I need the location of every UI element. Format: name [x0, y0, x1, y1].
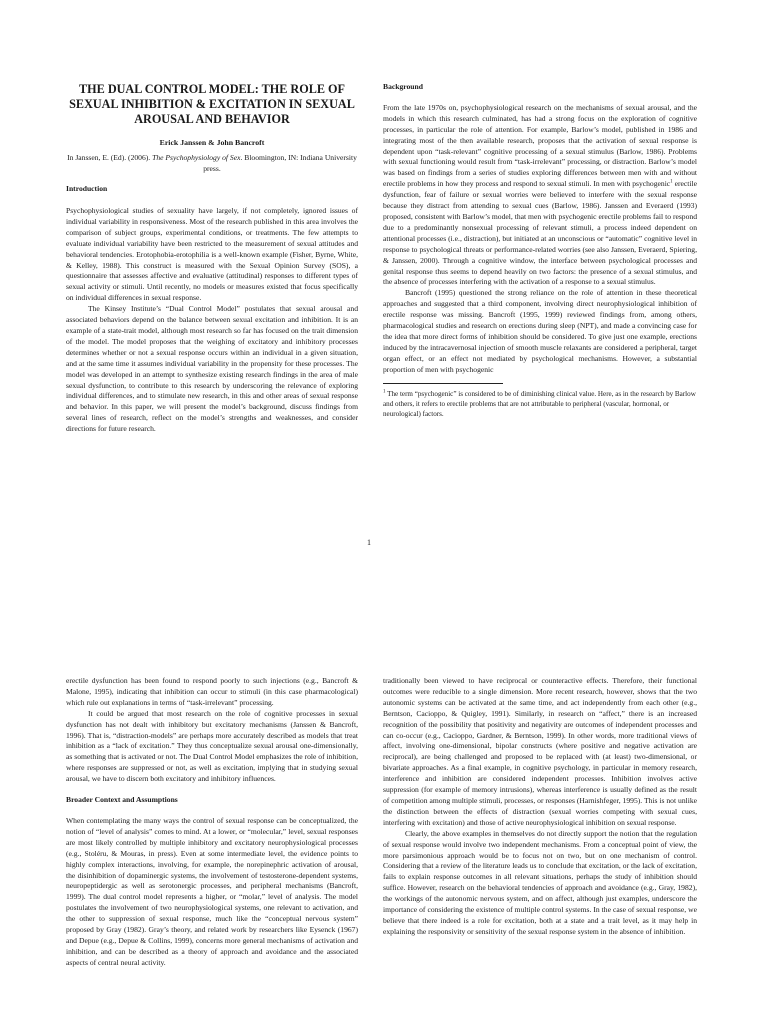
- section-heading-introduction: Introduction: [66, 184, 108, 194]
- page2-left-column: [66, 676, 358, 969]
- intro-paragraph-1: Psychophysiological studies of sexuality have largely, if not completely, ignored issues of individual variability in responsiveness. Most of the research published in this area involves the comparison of subject groups, experimental conditions, or treatments. The few attempts to evaluate individual variability have been restricted to the measurement of sexual attitudes and behavioral tendencies. Erotophobia-erotophilia is a well-known example (Fisher, Byrne, White, & Kelley, 1988). This construct is measured with the Sexual Opinion Survey (SOS), a questionnaire that assesses affective and evaluative (attitudinal) responses to different types of sexual activity or stimuli. Until recently, no models or measures existed that focus specifically on individual differences in sexual response.: [66, 206, 358, 303]
- page1-right-column: [383, 82, 697, 419]
- page-gap: [0, 560, 768, 656]
- paper-authors: Erick Janssen & John Bancroft: [159, 138, 265, 148]
- intro-paragraph-2: The Kinsey Institute’s “Dual Control Model” postulates that sexual arousal and associated behaviors depend on the balance between sexual excitation and inhibition. It is an example of a state-trait model, although most research so far has focused on the trait dimension of the model. The model proposes that the weighing of excitatory and inhibitory processes determines whether or not a sexual response occurs within an individual in a given situation, and at the same time it assumes individual variability in the propensity for these processes. The model was developed in an attempt to synthesize existing research findings in the area of male sexual dysfunction, to contribute to this research by underscoring the relevance of exploring individual differences, and to stimulate new research, in this and other areas of sexual response and behavior. In this paper, we will present the model’s background, discuss findings from several lines of research, reflect on the model’s strengths and weaknesses, and consider directions for future research.: [66, 304, 358, 434]
- body-paragraph-levels: When contemplating the many ways the control of sexual response can be conceptualized, the notion of “level of analysis” comes to mind. At a lower, or “molecular,” level, sexual responses are most likely controlled by multiple inhibitory and excitatory neurophysiological processes (e.g., Stoléru, & Mouras, in press). Even at some intermediate level, the evidence points to highly complex interactions, involving, for example, the norepinephric activation of arousal, the disinhibition of dopaminergic systems, the involvement of testosterone-dependent systems, neuropeptidergic as well as serotonergic processes, and peripheral mechanisms (Bancroft, 1999). The dual control model represents a higher, or “molar,” level of analysis. The model postulates the involvement of two neurophysiological systems, one relevant to activation, and the other to suppression of sexual response, much like the “conceptual nervous system” proposed by Gray (1982). Gray’s theory, and related work by researchers like Eysenck (1967) and Depue (e.g., Depue & Collins, 1999), concerns more general mechanisms of activation and inhibition, and can be described as a theory of approach and avoidance and the associated aspects of central neural activity.: [66, 815, 358, 967]
- body-paragraph-continued: erectile dysfunction has been found to respond poorly to such injections (e.g., Bancroft & Malone, 1995), indicating that inhibition can occur to stimuli (in this case pharmacological) which rule out explanations in terms of “task-irrelevant” processing.: [66, 676, 358, 707]
- page-2: [0, 656, 768, 1024]
- background-paragraph-1: From the late 1970s on, psychophysiological research on the mechanisms of sexual arousal, and the models in which this research culminated, has had a strong focus on the exploration of cognitive processes, in particular the role of attention. For example, Barlow’s model, published in 1986 and integrating most of the then available research, proposes that the activation of sexual response is dependent upon “task-relevant” cognitive processing of a sexual stimulus (Barlow, 1986). Problems with sexual functioning would result from “task-irrelevant” processing, or distraction. Barlow’s model was based on findings from a series of studies exploring differences between men with and without erectile problems in how they process and respond to sexual stimuli. In men with psychogenic$^1$ erectile dysfunction, fear of failure or sexual worries were believed to interfere with the sexual response because they distract from attending to sexual cues (Barlow, 1986). Janssen and Everaerd (1993) proposed, consistent with Barlow’s model, that men with psychogenic erectile problems fail to respond due to a predominantly nonsexual processing of relevant stimuli, a process indeed dependent on attentional processes (i.e., distraction), but initiated at an unconscious or “automatic” cognitive level in response to psychological threats or performance-related worries (see also Janssen, Everaerd, Spiering, & Janssen, 2000). Through a cognitive window, the interface between psychological processes and genital response thus seems to depend heavily on two factors: the presence of a sexual stimulus, and the absence of processes interfering with the activation of a response to a sexual stimulus.: [383, 102, 697, 287]
- body-paragraph-autonomic: traditionally been viewed to have reciprocal or counteractive effects. Therefore, their functional outcomes were reducible to a single dimension. More recent research, however, shows that the two autonomic systems can be activated at the same time, and act independently from each other (e.g., Berntson, Cacioppo, & Quigley, 1991). Similarly, in research on “affect,” there is an increased recognition of the possibility that positivity and negativity are outcomes of independent processes and can co-occur (e.g., Cacioppo, Gardner, & Berntson, 1999). In other words, more traditional views of affect, involving one-dimensional, bipolar constructs (where positive and negative activation are reciprocal), are being challenged and proposed to be replaced with (at least) two-dimensional, or bivariate approaches. As a final example, in cognitive psychology, in particular in memory research, interference and inhibition are considered independent processes. Inhibition involves active suppression (for example of memory intrusions), whereas interference is usually defined as the result of competition among multiple stimuli, processes, or responses (Harnishfeger, 1995). This is not unlike the distinction between the effects of distraction (sexual worries competing with sexual cues, interfering with excitation) and those of active neurophysiological inhibition on sexual response.: [383, 676, 697, 827]
- section-heading-broader-context: Broader Context and Assumptions: [66, 795, 178, 805]
- body-paragraph-distraction: It could be argued that most research on the role of cognitive processes in sexual dysfunction has not dealt with inhibitory but excitatory mechanisms (Janssen & Bancroft, 1996). That is, “distraction-models” are perhaps more accurately described as models that treat inhibition as a “lack of excitation.” They thus conceptualize sexual arousal one-dimensionally, as something that is activated or not. The Dual Control Model emphasizes the role of inhibition, where responses are suppressed or not, as well as excitation, implying that in studying sexual arousal, we have to discern both excitatory and inhibitory influences.: [66, 708, 358, 784]
- footnote-reference: 1: [670, 179, 673, 185]
- page1-left-column: [66, 82, 358, 435]
- paper-citation: In Janssen, E. (Ed). (2006). The Psychophysiology of Sex. Bloomington, IN: Indiana University press.: [67, 153, 357, 174]
- background-paragraph-2: Bancroft (1995) questioned the strong reliance on the role of attention in these theoretical approaches and suggested that a third component, involving direct neurophysiological inhibition of erectile response was missing. Bancroft (1995, 1999) reviewed findings from, among others, pharmacological studies and research on erections during sleep (NPT), and made a convincing case for the idea that more direct forms of inhibition should be considered. To give just one example, erections induced by the intracavernosal injection of smooth muscle relaxants are considered a peripheral, target organ effect, or an effect not mediated by psychological mechanisms. However, a substantial proportion of men with psychogenic: [383, 288, 697, 374]
- page2-right-column: [383, 676, 697, 938]
- footnote: $^1$ The term “psychogenic” is considered to be of diminishing clinical value. Here, as in the research by Barlow and others, it refers to erectile problems that are not attributable to peripheral (vascular, hormonal, or neurological) factors.: [383, 389, 696, 418]
- body-paragraph-parsimony: Clearly, the above examples in themselves do not directly support the notion that the regulation of sexual response would involve two independent mechanisms. From a conceptual point of view, the more parsimonious approach would be to focus not on two, but on one mechanism of control. Considering that a review of the literature leads us to conclude that excitation, or the lack of excitation, fails to explain response outcomes in all relevant situations, perhaps the study of inhibition should suffice. However, research on the behavioral tendencies of approach and avoidance (e.g., Gray, 1982), the workings of the autonomic nervous system, and on affect, although just examples, underscore the importance of considering the existence of multiple control systems. In the case of sexual response, we believe that there indeed is a role for excitation, both at a state and a trait level, as it may help in explaining the responsivity or sensitivity of the sexual response system in the absence of inhibition.: [383, 828, 697, 936]
- paper-title: THE DUAL CONTROL MODEL: THE ROLE OF SEXUAL INHIBITION & EXCITATION IN SEXUAL AROUSAL AND BEHAVIOR: [69, 82, 355, 126]
- page-number: 1: [367, 538, 371, 547]
- section-heading-background: Background: [383, 82, 423, 91]
